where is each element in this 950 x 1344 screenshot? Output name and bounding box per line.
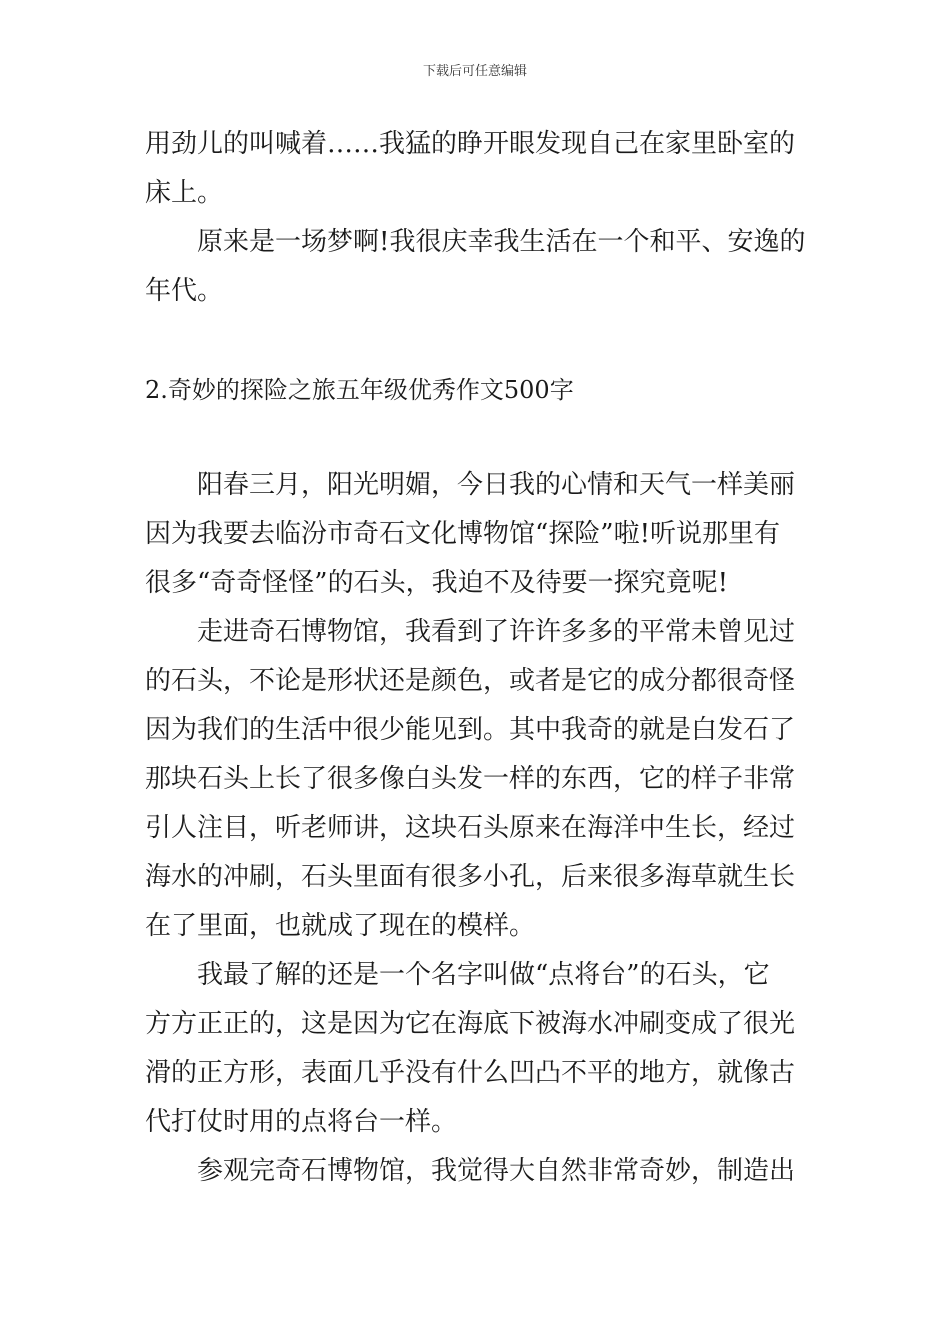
spacer xyxy=(145,316,810,366)
paragraph-start-line: 原来是一场梦啊!我很庆幸我生活在一个和平、安逸的 xyxy=(197,227,806,257)
page-header: 下载后可任意编辑 xyxy=(422,64,527,79)
text-line: 的石头，不论是形状还是颜色，或者是它的成分都很奇怪 xyxy=(145,666,796,696)
document-body xyxy=(145,120,810,1196)
text-line: 用劲儿的叫喊着……我猛的睁开眼发现自己在家里卧室的 xyxy=(145,129,796,159)
text-line: 因为我们的生活中很少能见到。其中我奇的就是白发石了 xyxy=(145,715,796,745)
text-line: 代打仗时用的点将台一样。 xyxy=(145,1107,458,1137)
text-line: 滑的正方形，表面几乎没有什么凹凸不平的地方，就像古 xyxy=(145,1058,796,1088)
paragraph-start-line: 参观完奇石博物馆，我觉得大自然非常奇妙，制造出 xyxy=(197,1156,796,1186)
text-line: 很多“奇奇怪怪”的石头，我迫不及待要一探究竟呢! xyxy=(145,568,729,598)
text-line: 引人注目，听老师讲，这块石头原来在海洋中生长，经过 xyxy=(145,813,796,843)
spacer xyxy=(145,415,810,461)
text-line: 年代。 xyxy=(145,276,224,306)
text-line: 床上。 xyxy=(145,178,224,208)
paragraph-start-line: 走进奇石博物馆，我看到了许许多多的平常未曾见过 xyxy=(197,617,796,647)
text-line: 海水的冲刷，石头里面有很多小孔，后来很多海草就生长 xyxy=(145,862,796,892)
section-title: 2.奇妙的探险之旅五年级优秀作文500字 xyxy=(145,376,574,404)
text-line: 那块石头上长了很多像白头发一样的东西，它的样子非常 xyxy=(145,764,796,794)
text-line: 方方正正的，这是因为它在海底下被海水冲刷变成了很光 xyxy=(145,1009,796,1039)
text-line: 在了里面，也就成了现在的模样。 xyxy=(145,911,536,941)
paragraph-start-line: 我最了解的还是一个名字叫做“点将台”的石头，它 xyxy=(197,960,770,990)
text-line: 因为我要去临汾市奇石文化博物馆“探险”啦!听说那里有 xyxy=(145,519,781,549)
paragraph-start-line: 阳春三月，阳光明媚，今日我的心情和天气一样美丽 xyxy=(197,470,796,500)
